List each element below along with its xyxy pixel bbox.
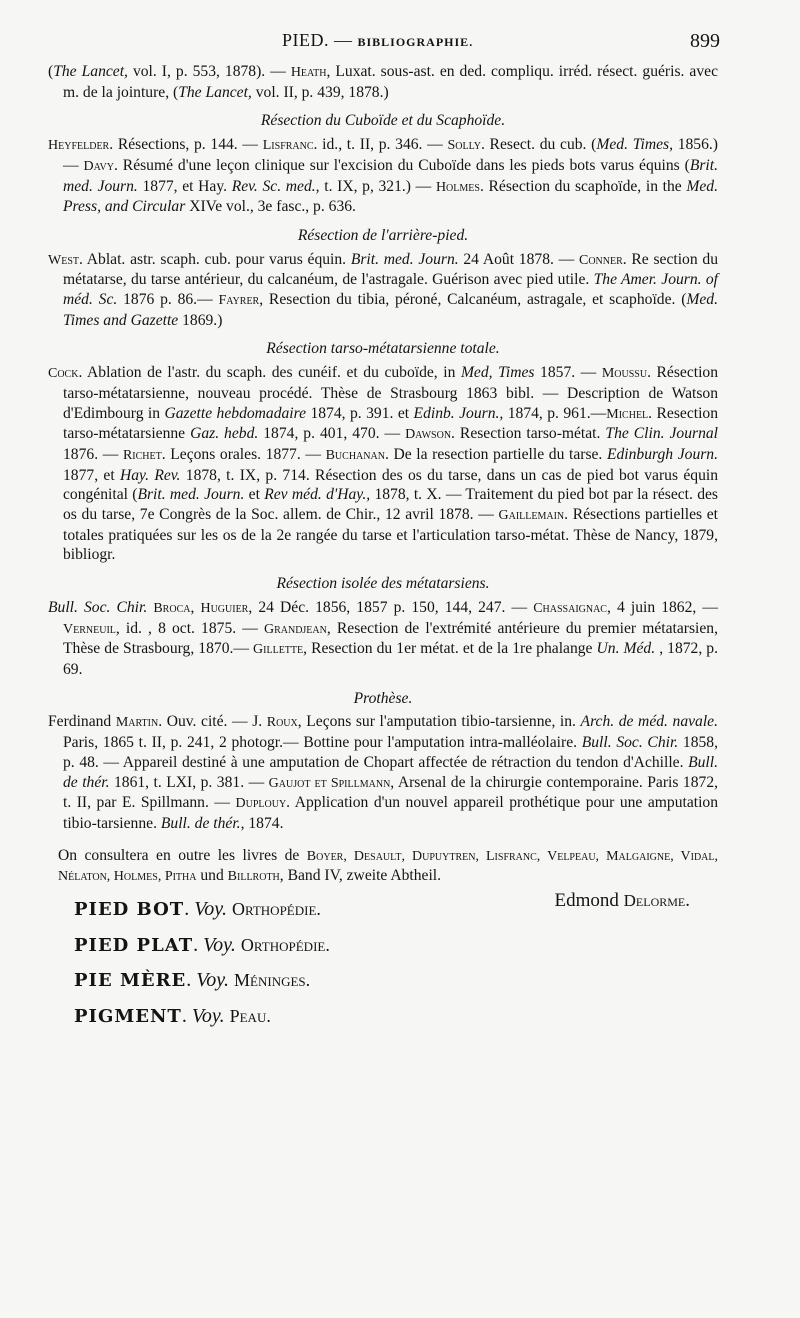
section-title-metatarsiens: Résection isolée des métatarsiens. xyxy=(276,575,490,593)
intro-paragraph: (The Lancet, vol. I, p. 553, 1878). — Heath, Luxat. sous-ast. en ded. compliqu. irréd. résect. guéris. avec m. de la jointure, (The Lancet, vol. II, p. 439, 1878.) xyxy=(48,63,718,101)
running-header xyxy=(0,30,800,56)
page-number: 899 xyxy=(690,30,720,52)
header-title: PIED. xyxy=(282,30,329,50)
section-title-arriere-pied: Résection de l'arrière-pied. xyxy=(297,226,469,244)
bibliography-body xyxy=(48,62,718,911)
section-text-cuboide: Heyfelder. Résections, p. 144. — Lisfranc. id., t. II, p. 346. — Solly. Resect. du cub. (Med. Times, 1856.) — Davy. Résumé d'une leçon clinique sur l'excision du Cuboïde dans les pieds bots varus équins (Brit. med. Journ. 1877, et Hay. Rev. Sc. med., t. IX, p, 321.) — Holmes. Résection du scaphoïde, in the Med. Press, and Circular XIVe vol., 3e fasc., p. 636. xyxy=(48,136,718,216)
header-subtitle: BIBLIOGRAPHIE. xyxy=(357,35,474,49)
section-text-tarso-metatarsienne: Cock. Ablation de l'astr. du scaph. des cunéif. et du cuboïde, in Med, Times 1857. — Moussu. Résection tarso-métatarsienne, nouveau procédé. Thèse de Strasbourg 1863 bibl. — Description de Watson d'Edimbourg in Gazette hebdomadaire 1874, p. 391. et Edinb. Journ., 1874, p. 961.—Michel. Resection tarso-métatarsienne Gaz. hebd. 1874, p. 401, 470. — Dawson. Resection tarso-métat. The Clin. Journal 1876. — Richet. Leçons orales. 1877. — Buchanan. De la resection partielle du tarse. Edinburgh Journ. 1877, et Hay. Rev. 1878, t. IX, p. 714. Résection des os du tarse, dans un cas de pied bot varus équin congénital (Brit. med. Journ. et Rev méd. d'Hay., 1878, t. X. — Traitement du pied bot par la résect. des os du tarse, 7e Congrès de la Soc. allem. de Chir., 12 avril 1878. — Gaillemain. Résections partielles et totales pratiquées sur les os de la 2e rangée du tarse et l'articulation tarso-métat. Thèse de Nancy, 1879, bibliogr. xyxy=(48,364,719,564)
entry-pied-plat: PIED PLAT. Voy. Orthopédie. xyxy=(74,933,330,956)
closing-paragraph: On consultera en outre les livres de Boyer, Desault, Dupuytren, Lisfranc, Velpeau, Malgaigne, Vidal, Nélaton, Holmes, Pitha und Billroth, Band IV, zweite Abtheil. xyxy=(58,846,718,885)
cross-reference-entries xyxy=(74,898,330,1040)
header-dash: — xyxy=(334,30,353,50)
section-title-prothese: Prothèse. xyxy=(353,689,413,707)
section-title-tarso-metatarsienne: Résection tarso-métatarsienne totale. xyxy=(266,340,500,358)
entry-pie-mere: PIE MÈRE. Voy. Méninges. xyxy=(74,969,311,991)
entry-pied-bot: PIED BOT. Voy. Orthopédie. xyxy=(74,898,321,920)
section-title-cuboide: Résection du Cuboïde et du Scaphoïde. xyxy=(260,112,506,130)
running-title xyxy=(282,30,473,51)
section-text-prothese: Ferdinand Martin. Ouv. cité. — J. Roux, Leçons sur l'amputation tibio-tarsienne, in. Arch. de méd. navale. Paris, 1865 t. II, p. 241, 2 photogr.— Bottine pour l'amputation intra-malléolaire. Bull. Soc. Chir. 1858, p. 48. — Appareil destiné à une amputation de Chopart affectée de rétraction du tendon d'Achille. Bull. de thér. 1861, t. LXI, p. 381. — Gaujot et Spillmann, Arsenal de la chirurgie contemporaine. Paris 1872, t. II, par E. Spillmann. — Duplouy. Application d'un nouvel appareil prothétique pour une amputation tibio-tarsienne. Bull. de thér., 1874. xyxy=(48,713,719,832)
section-text-arriere-pied: West. Ablat. astr. scaph. cub. pour varus équin. Brit. med. Journ. 24 Août 1878. — Conner. Re section du métatarse, du tarse antérieur, du calcanéum, de l'astragale. Guérison avec pied utile. The Amer. Journ. of méd. Sc. 1876 p. 86.— Fayrer, Resection du tibia, péroné, Calcanéum, astragale, et scaphoïde. (Med. Times and Gazette 1869.) xyxy=(48,250,718,329)
section-text-metatarsiens: Bull. Soc. Chir. Broca, Huguier, 24 Déc. 1856, 1857 p. 150, 144, 247. — Chassaignac, 4 juin 1862, — Verneuil, id. , 8 oct. 1875. — Grandjean, Resection de l'extrémité antérieure du premier métatarsien, Thèse de Strasbourg, 1870.— Gillette, Resection du 1er métat. et de la 1re phalange Un. Méd. , 1872, p. 69. xyxy=(48,598,718,678)
entry-pigment: PIGMENT. Voy. Peau. xyxy=(74,1004,271,1027)
author-signature: Edmond Delorme. xyxy=(554,890,690,912)
